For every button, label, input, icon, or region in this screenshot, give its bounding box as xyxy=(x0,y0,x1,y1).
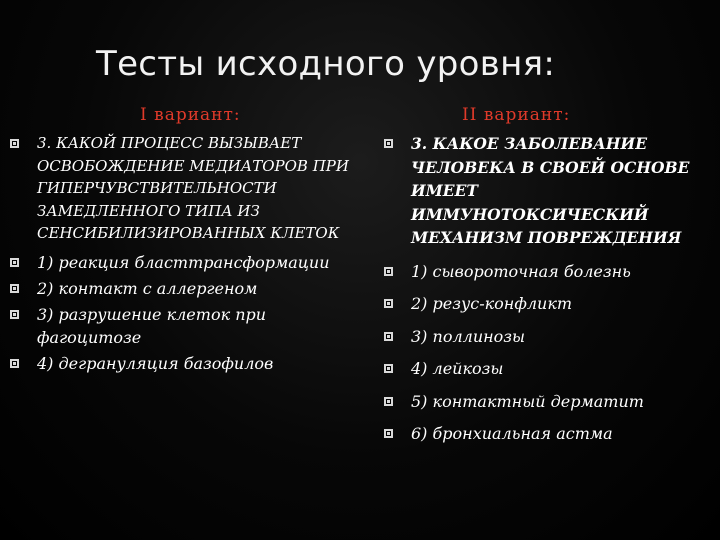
variant-1-answer xyxy=(4,277,349,300)
variant-1-answer xyxy=(4,352,349,375)
square-bullet-icon xyxy=(10,359,19,368)
square-bullet-icon xyxy=(384,139,393,148)
variant-2-question xyxy=(378,132,718,250)
list-item-text: 3) поллинозы xyxy=(411,326,526,346)
square-bullet-icon xyxy=(384,397,393,406)
list-item-text: 4) лейкозы xyxy=(411,359,504,379)
list-item-text: 2) контакт с аллергеном xyxy=(37,278,258,298)
list-item-text: 4) дегрануляция базофилов xyxy=(37,353,274,373)
variant-1-question xyxy=(4,132,349,245)
square-bullet-icon xyxy=(384,429,393,438)
variant-2-answer xyxy=(378,422,718,445)
square-bullet-icon xyxy=(384,299,393,308)
square-bullet-icon xyxy=(384,267,393,276)
list-item-text: 5) контактный дерматит xyxy=(411,391,644,411)
variant-2-answer xyxy=(378,357,718,380)
list-item-text: 3. КАКОЕ ЗАБОЛЕВАНИЕ ЧЕЛОВЕКА В СВОЕЙ ОСНОВЕ ИМЕЕТ ИММУНОТОКСИЧЕСКИЙ МЕХАНИЗМ ПОВРЕЖДЕНИЯ xyxy=(411,134,690,247)
variant-1-answer xyxy=(4,251,349,274)
variant-1-list xyxy=(4,132,349,378)
square-bullet-icon xyxy=(10,310,19,319)
list-item-text: 6) бронхиальная астма xyxy=(411,424,613,444)
list-item-text: 1) реакция бласттрансформации xyxy=(37,252,330,272)
variant-2-heading: II вариант: xyxy=(462,105,571,125)
variant-1-answer xyxy=(4,303,349,349)
square-bullet-icon xyxy=(10,139,19,148)
list-item-text: 2) резус-конфликт xyxy=(411,294,573,314)
list-item-text: 3. КАКОЙ ПРОЦЕСС ВЫЗЫВАЕТ ОСВОБОЖДЕНИЕ МЕДИАТОРОВ ПРИ ГИПЕРЧУВСТВИТЕЛЬНОСТИ ЗАМЕДЛЕННОГО ТИПА ИЗ СЕНСИБИЛИЗИРОВАННЫХ КЛЕТОК xyxy=(37,134,349,242)
variant-2-answer xyxy=(378,390,718,413)
variant-2-answer xyxy=(378,260,718,283)
square-bullet-icon xyxy=(384,332,393,341)
variant-1-heading: I вариант: xyxy=(140,105,241,125)
square-bullet-icon xyxy=(384,364,393,373)
slide-title: Тесты исходного уровня: xyxy=(96,44,556,84)
variant-2-answer xyxy=(378,325,718,348)
variant-2-answer xyxy=(378,292,718,315)
variant-2-list xyxy=(378,132,718,455)
list-item-text: 1) сывороточная болезнь xyxy=(411,261,631,281)
list-item-text: 3) разрушение клеток при фагоцитозе xyxy=(37,304,267,347)
square-bullet-icon xyxy=(10,258,19,267)
square-bullet-icon xyxy=(10,284,19,293)
